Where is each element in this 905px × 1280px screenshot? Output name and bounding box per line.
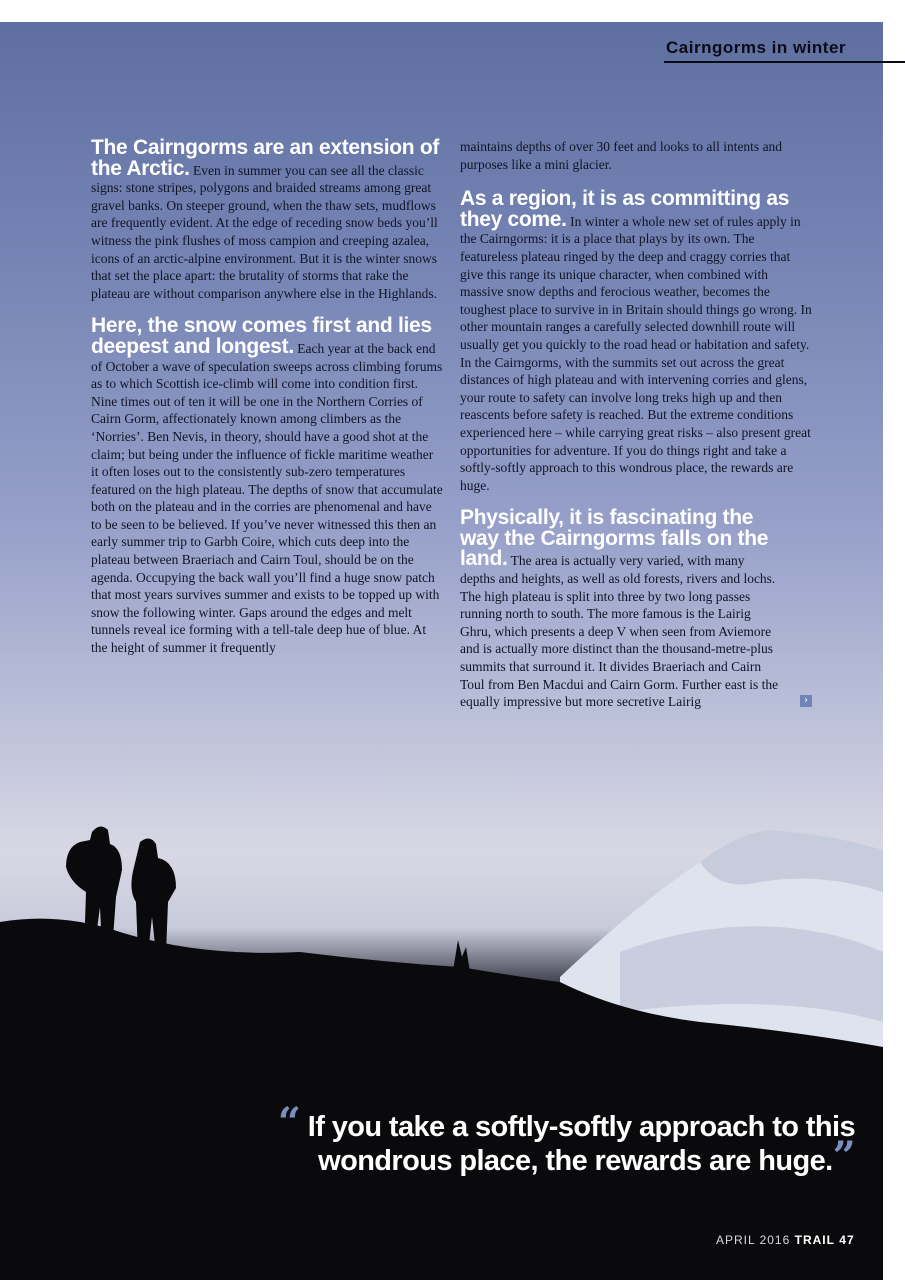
article-right-column [460,138,812,725]
paragraph-body: Even in summer you can see all the classic signs: stone stripes, polygons and braided streams among great gravel banks. On steeper ground, when the thaw sets, mudflows are frequently evident. At the edge of receding snow beds you’ll witness the pink flushes of moss campion and creeping azalea, icons of an arctic-alpine environment. But it is the winter snows that set the place apart: the brutality of storms that rake the plateau are without comparison anywhere else in the Highlands. [91,162,438,301]
paragraph-lead-in: Physically, it is fascinating the way the Cairngorms falls on the land. [460,506,769,571]
article-paragraph [91,316,443,656]
close-quote-icon: ” [832,1133,855,1180]
article-paragraph-continuation: maintains depths of over 30 feet and looks to all intents and purposes like a mini glacier. [460,139,783,172]
folio-date: APRIL 2016 [716,1233,791,1247]
header-rule [664,61,905,63]
page-folio [716,1233,855,1247]
next-page-arrow-icon: › [800,695,812,707]
article-paragraph [91,138,443,302]
paragraph-lead-in: The Cairngorms are an extension of the Arctic. [91,136,440,180]
paragraph-body: Each year at the back end of October a wave of speculation sweeps across climbing forums as to which Scottish ice-climb will come into condition first. Nine times out of ten it will be one in the Northern Corries of Cairn Gorm, affectionately known among climbers as the ‘Norries’. Ben Nevis, in theory, should have a good shot at the claim; but being under the influence of fickle maritime weather it often loses out to the consistently sub-zero temperatures featured on the high plateau. The depths of snow that accumulate both on the plateau and in the corries are phenomenal and have to be seen to be believed. If you’ve never witnessed this then an early summer trip to Garbh Coire, which cuts deep into the plateau between Braeriach and Cairn Toul, should be on the agenda. Occupying the back wall you’ll find a huge snow patch that most years survives summer and exists to be topped up with snow the following winter. Gaps around the edges and melt tunnels reveal ice forming with a tell-tale deep hue of blue. At the height of summer it frequently [91,340,443,656]
folio-page-number: 47 [839,1233,855,1247]
paragraph-lead-in: As a region, it is as committing as they come. [460,187,790,231]
article-paragraph [460,508,812,711]
paragraph-lead-in: Here, the snow comes first and lies deepest and longest. [91,314,432,358]
pull-quote-text: If you take a softly-softly approach to this wondrous place, the rewards are huge. [307,1111,855,1177]
article-paragraph [460,189,812,494]
article-left-column [91,138,443,671]
open-quote-icon: “ [277,1099,301,1146]
folio-magazine: TRAIL [794,1233,835,1247]
section-title: Cairngorms in winter [666,38,847,57]
pull-quote [240,1099,855,1180]
paragraph-body: In winter a whole new set of rules apply in the Cairngorms: it is a place that plays by its own. The featureless plateau ringed by the deep and craggy corries that give this range its unique character, when combined with massive snow depths and ferocious weather, becomes the toughest place to survive in in Britain should things go wrong. In other mountain ranges a carefully selected downhill route will usually get you quickly to the road head or habitation and safety. In the Cairngorms, with the summits set out across the great distances of high plateau and with intervening corries and glens, your route to safety can involve long treks high up and then reascents before safety is reached. But the extreme conditions experienced here – while carrying great risks – also present great opportunities for adventure. If you do things right and take a softly-softly approach to this wondrous place, the rewards are huge. [460,213,812,493]
paragraph-body: The area is actually very varied, with many depths and heights, as well as old forests, rivers and lochs. The high plateau is split into three by two long passes running north to south. The more famous is the Lairig Ghru, which presents a deep V when seen from Aviemore and is actually more distinct than the thousand-metre-plus summits that surround it. It divides Braeriach and Cairn Toul from Ben Macdui and Cairn Gorm. Further east is the equally impressive but more secretive Lairig [460,553,779,710]
